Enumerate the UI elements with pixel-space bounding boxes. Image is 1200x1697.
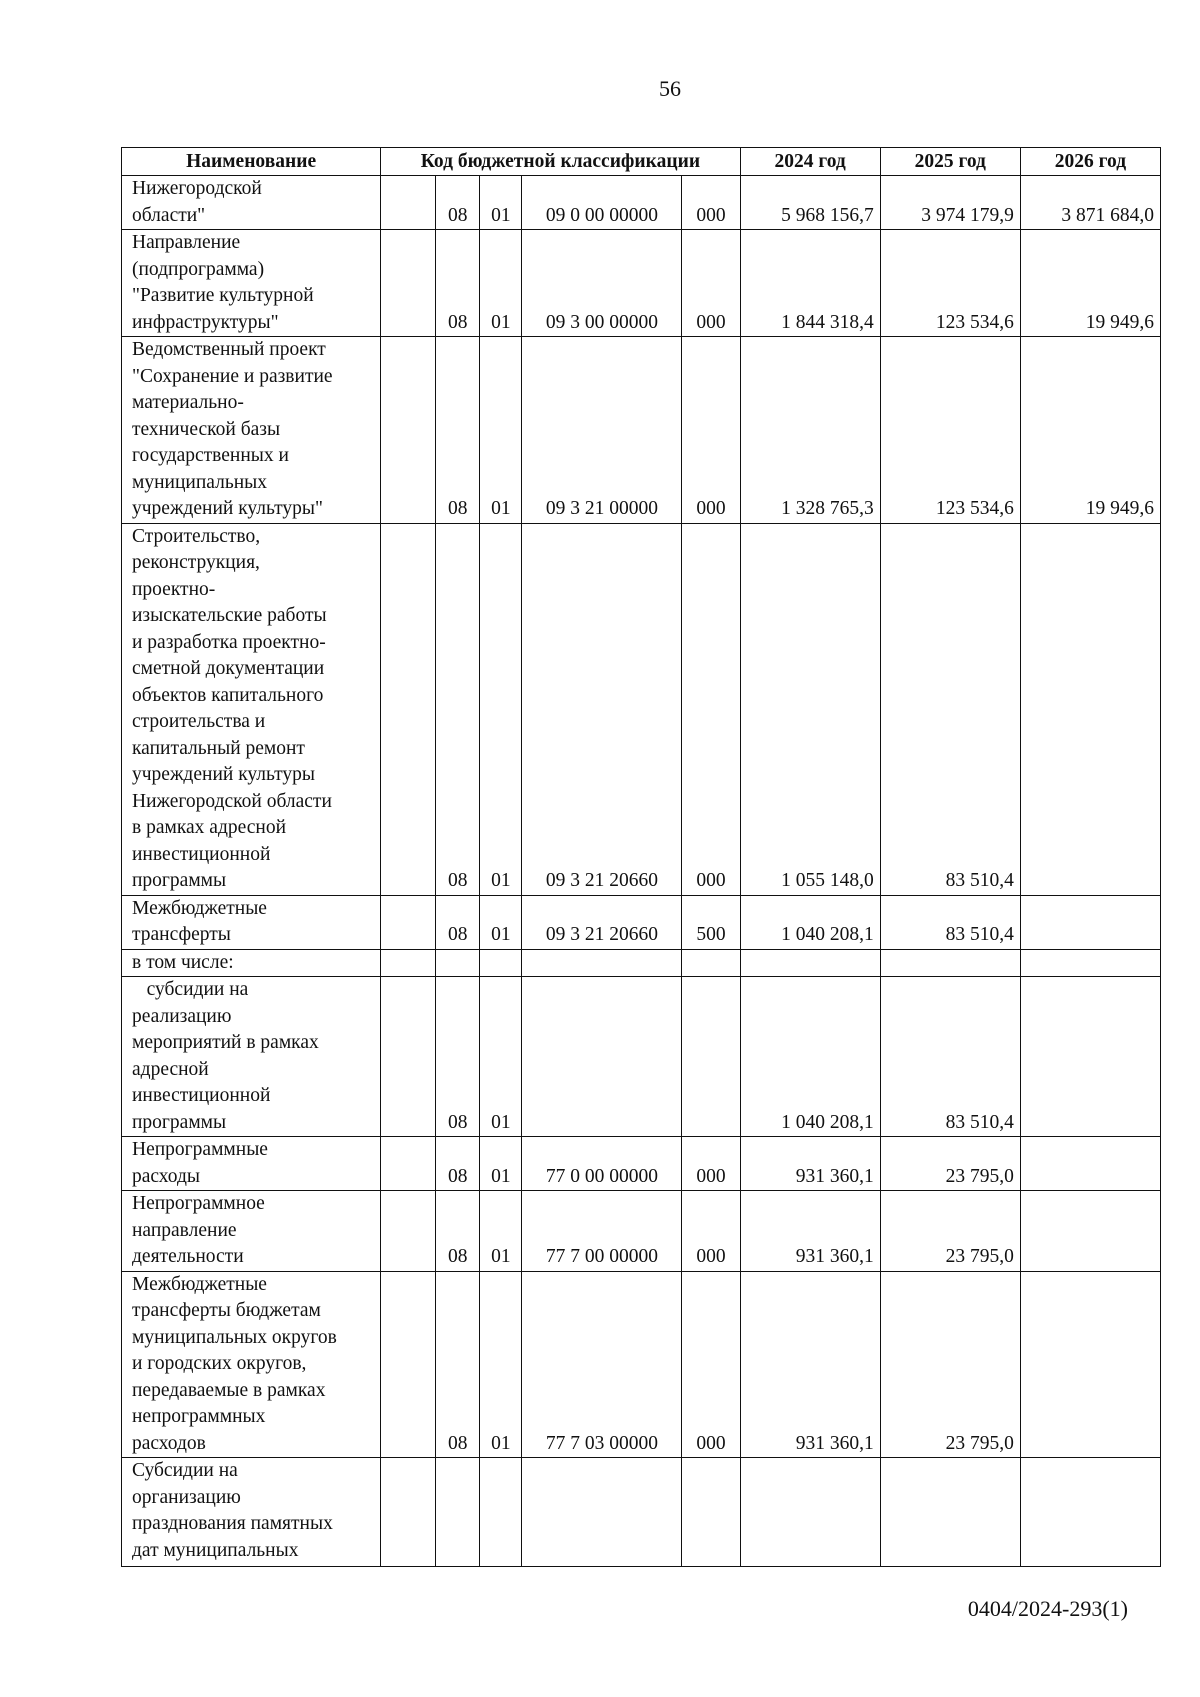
row-name-line: в том числе: xyxy=(132,951,234,973)
row-name-line: программы xyxy=(132,1111,227,1133)
amount-2026-cell: 19 949,6 xyxy=(1020,337,1160,524)
amount-2026-cell xyxy=(1020,949,1160,977)
target-article-cell: 09 3 21 00000 xyxy=(522,337,682,524)
amount-2025-cell: 83 510,4 xyxy=(880,895,1020,949)
amount-2025-cell: 83 510,4 xyxy=(880,977,1020,1137)
row-name-line: расходов xyxy=(132,1432,206,1454)
subsection-code-cell: 01 xyxy=(480,176,522,230)
amount-2026-cell xyxy=(1020,1271,1160,1458)
table-row xyxy=(122,230,1161,337)
target-article-cell: 09 3 00 00000 xyxy=(522,230,682,337)
page-number: 56 xyxy=(659,76,681,101)
row-name-line: трансферты xyxy=(132,924,231,945)
row-name-line: Нижегородской области xyxy=(132,790,332,812)
subsection-code-cell: 01 xyxy=(480,977,522,1137)
amount-2024-cell: 1 040 208,1 xyxy=(740,977,880,1137)
section-code-cell: 08 xyxy=(436,337,480,524)
amount-2026-cell xyxy=(1020,1191,1160,1272)
row-name-line: Межбюджетные xyxy=(132,897,267,919)
expense-type-cell: 000 xyxy=(682,1271,740,1458)
subcode-cell xyxy=(381,230,436,337)
row-name-cell xyxy=(122,1458,381,1567)
row-name-cell xyxy=(122,949,381,977)
row-name-cell xyxy=(122,176,381,230)
section-code-cell: 08 xyxy=(436,176,480,230)
section-code-cell xyxy=(436,1458,480,1567)
subcode-cell xyxy=(381,1271,436,1458)
expense-type-cell: 000 xyxy=(682,1191,740,1272)
subsection-code-cell: 01 xyxy=(480,1191,522,1272)
table-row xyxy=(122,949,1161,977)
table-row xyxy=(122,895,1161,949)
row-name-line: сметной документации xyxy=(132,658,325,679)
section-code-cell: 08 xyxy=(436,1191,480,1272)
section-code-cell: 08 xyxy=(436,977,480,1137)
row-name-line: инвестиционной xyxy=(132,843,271,865)
table-row xyxy=(122,523,1161,895)
amount-2024-cell: 931 360,1 xyxy=(740,1271,880,1458)
amount-2026-cell: 19 949,6 xyxy=(1020,230,1160,337)
row-name-line: программы xyxy=(132,870,227,891)
target-article-cell: 09 3 21 20660 xyxy=(522,895,682,949)
section-code-cell: 08 xyxy=(436,523,480,895)
row-name-cell xyxy=(122,337,381,524)
amount-2026-cell xyxy=(1020,1137,1160,1191)
table-row xyxy=(122,977,1161,1137)
row-name-line: реконструкция, xyxy=(132,552,260,573)
subcode-cell xyxy=(381,337,436,524)
section-code-cell: 08 xyxy=(436,895,480,949)
amount-2024-cell: 1 328 765,3 xyxy=(740,337,880,524)
amount-2024-cell: 1 055 148,0 xyxy=(740,523,880,895)
row-name-line: субсидии на xyxy=(132,979,249,1000)
row-name-line: "Сохранение и развитие xyxy=(132,365,333,387)
row-name-line: Нижегородской xyxy=(132,178,262,199)
row-name-line: в рамках адресной xyxy=(132,817,287,838)
amount-2025-cell: 3 974 179,9 xyxy=(880,176,1020,230)
row-name-line: Ведомственный проект xyxy=(132,339,326,360)
header-name: Наименование xyxy=(122,148,381,176)
expense-type-cell xyxy=(682,1458,740,1567)
row-name-line: технической базы xyxy=(132,418,281,440)
amount-2025-cell xyxy=(880,949,1020,977)
row-name-line: непрограммных xyxy=(132,1406,266,1427)
row-name-line: деятельности xyxy=(132,1246,244,1267)
row-name-line: "Развитие культурной xyxy=(132,285,314,306)
table-row xyxy=(122,1458,1161,1567)
expense-type-cell: 000 xyxy=(682,523,740,895)
row-name-cell xyxy=(122,230,381,337)
table-row xyxy=(122,1191,1161,1272)
expense-type-cell: 000 xyxy=(682,176,740,230)
expense-type-cell xyxy=(682,977,740,1137)
amount-2024-cell: 931 360,1 xyxy=(740,1191,880,1272)
target-article-cell xyxy=(522,949,682,977)
subsection-code-cell xyxy=(480,949,522,977)
row-name-line: (подпрограмма) xyxy=(132,258,265,280)
row-name-line: Строительство, xyxy=(132,525,261,547)
amount-2025-cell: 83 510,4 xyxy=(880,523,1020,895)
table-body xyxy=(122,176,1161,1567)
row-name-line: Непрограммное xyxy=(132,1193,265,1214)
subcode-cell xyxy=(381,176,436,230)
subsection-code-cell: 01 xyxy=(480,230,522,337)
row-name-line: области" xyxy=(132,204,206,226)
section-code-cell xyxy=(436,949,480,977)
row-name-line: объектов капитального xyxy=(132,684,324,706)
amount-2025-cell: 23 795,0 xyxy=(880,1271,1020,1458)
expense-type-cell: 500 xyxy=(682,895,740,949)
expense-type-cell xyxy=(682,949,740,977)
table-header-row xyxy=(122,148,1161,176)
table-row xyxy=(122,176,1161,230)
subsection-code-cell: 01 xyxy=(480,1271,522,1458)
header-2025: 2025 год xyxy=(880,148,1020,176)
subsection-code-cell: 01 xyxy=(480,1137,522,1191)
amount-2025-cell: 23 795,0 xyxy=(880,1191,1020,1272)
amount-2026-cell xyxy=(1020,523,1160,895)
row-name-line: мероприятий в рамках xyxy=(132,1032,319,1053)
row-name-line: капитальный ремонт xyxy=(132,737,305,759)
target-article-cell: 77 0 00 00000 xyxy=(522,1137,682,1191)
subcode-cell xyxy=(381,895,436,949)
row-name-line: государственных и xyxy=(132,445,289,466)
row-name-line: проектно- xyxy=(132,578,216,600)
subcode-cell xyxy=(381,949,436,977)
subcode-cell xyxy=(381,1191,436,1272)
row-name-line: Субсидии на xyxy=(132,1460,238,1481)
document-code: 0404/2024-293(1) xyxy=(967,1596,1128,1621)
amount-2024-cell: 1 040 208,1 xyxy=(740,895,880,949)
amount-2026-cell: 3 871 684,0 xyxy=(1020,176,1160,230)
amount-2024-cell xyxy=(740,1458,880,1567)
subsection-code-cell: 01 xyxy=(480,523,522,895)
target-article-cell: 09 3 21 20660 xyxy=(522,523,682,895)
budget-table xyxy=(121,147,1161,1567)
subcode-cell xyxy=(381,523,436,895)
section-code-cell: 08 xyxy=(436,230,480,337)
subsection-code-cell: 01 xyxy=(480,895,522,949)
subsection-code-cell: 01 xyxy=(480,337,522,524)
table-row xyxy=(122,1137,1161,1191)
amount-2026-cell xyxy=(1020,1458,1160,1567)
row-name-line: инвестиционной xyxy=(132,1085,271,1106)
row-name-line: передаваемые в рамках xyxy=(132,1379,326,1401)
row-name-line: организацию xyxy=(132,1486,241,1508)
amount-2026-cell xyxy=(1020,895,1160,949)
row-name-line: празднования памятных xyxy=(132,1513,333,1534)
row-name-cell xyxy=(122,1137,381,1191)
row-name-line: и разработка проектно- xyxy=(132,631,326,653)
amount-2025-cell xyxy=(880,1458,1020,1567)
section-code-cell: 08 xyxy=(436,1137,480,1191)
row-name-line: реализацию xyxy=(132,1005,232,1027)
row-name-line: расходы xyxy=(132,1165,201,1187)
row-name-line: трансферты бюджетам xyxy=(132,1300,321,1321)
row-name-line: и городских округов, xyxy=(132,1353,307,1374)
row-name-line: Межбюджетные xyxy=(132,1273,267,1295)
amount-2024-cell xyxy=(740,949,880,977)
table-row xyxy=(122,337,1161,524)
row-name-line: направление xyxy=(132,1219,237,1241)
expense-type-cell: 000 xyxy=(682,1137,740,1191)
amount-2024-cell: 1 844 318,4 xyxy=(740,230,880,337)
row-name-line: адресной xyxy=(132,1058,209,1080)
amount-2025-cell: 123 534,6 xyxy=(880,337,1020,524)
row-name-cell xyxy=(122,1271,381,1458)
row-name-cell xyxy=(122,523,381,895)
target-article-cell: 09 0 00 00000 xyxy=(522,176,682,230)
row-name-line: инфраструктуры" xyxy=(132,311,279,333)
row-name-line: муниципальных округов xyxy=(132,1326,337,1348)
header-2024: 2024 год xyxy=(740,148,880,176)
target-article-cell xyxy=(522,977,682,1137)
row-name-cell xyxy=(122,1191,381,1272)
header-2026: 2026 год xyxy=(1020,148,1160,176)
amount-2024-cell: 931 360,1 xyxy=(740,1137,880,1191)
row-name-line: Направление xyxy=(132,232,241,253)
target-article-cell xyxy=(522,1458,682,1567)
amount-2025-cell: 123 534,6 xyxy=(880,230,1020,337)
section-code-cell: 08 xyxy=(436,1271,480,1458)
subcode-cell xyxy=(381,977,436,1137)
expense-type-cell: 000 xyxy=(682,230,740,337)
row-name-cell xyxy=(122,895,381,949)
row-name-line: дат муниципальных xyxy=(132,1539,299,1561)
subcode-cell xyxy=(381,1137,436,1191)
amount-2024-cell: 5 968 156,7 xyxy=(740,176,880,230)
subcode-cell xyxy=(381,1458,436,1567)
row-name-line: изыскательские работы xyxy=(132,605,327,626)
expense-type-cell: 000 xyxy=(682,337,740,524)
row-name-line: Непрограммные xyxy=(132,1139,268,1160)
target-article-cell: 77 7 00 00000 xyxy=(522,1191,682,1272)
row-name-cell xyxy=(122,977,381,1137)
subsection-code-cell xyxy=(480,1458,522,1567)
row-name-line: строительства и xyxy=(132,711,266,732)
amount-2025-cell: 23 795,0 xyxy=(880,1137,1020,1191)
table-row xyxy=(122,1271,1161,1458)
amount-2026-cell xyxy=(1020,977,1160,1137)
row-name-line: учреждений культуры" xyxy=(132,498,323,519)
row-name-line: муниципальных xyxy=(132,471,268,493)
row-name-line: учреждений культуры xyxy=(132,764,316,785)
target-article-cell: 77 7 03 00000 xyxy=(522,1271,682,1458)
header-code: Код бюджетной классификации xyxy=(381,148,740,176)
row-name-line: материально- xyxy=(132,392,244,413)
